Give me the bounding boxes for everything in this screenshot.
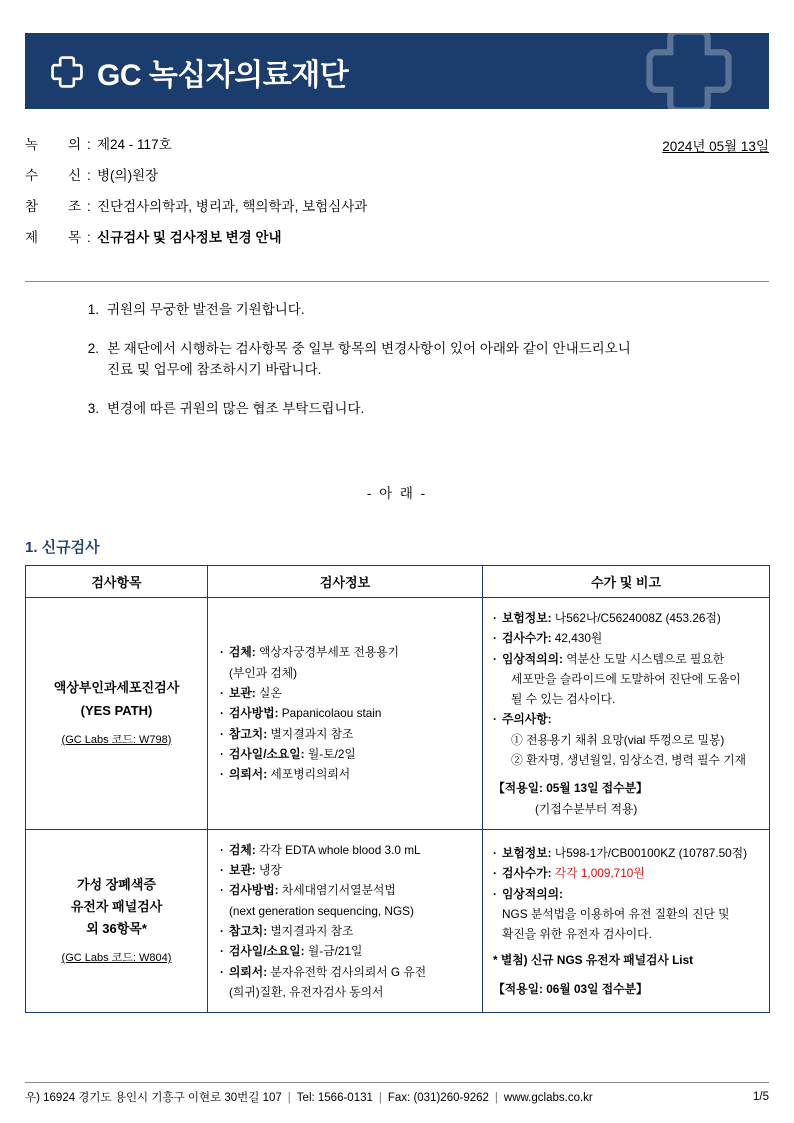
- bullet-icon: ·: [220, 842, 224, 857]
- info-line: [220, 880, 472, 900]
- body-item: [25, 399, 769, 420]
- page-footer: [25, 1089, 769, 1105]
- price-line: [493, 904, 759, 924]
- bullet-icon: ·: [220, 685, 224, 700]
- price-text: 될 수 있는 검사이다.: [511, 692, 616, 707]
- new-tests-table: [25, 565, 770, 1013]
- info-line: [220, 860, 472, 880]
- bullet-icon: ·: [493, 845, 497, 860]
- test-code: (GC Labs 코드: W804): [61, 952, 172, 965]
- bullet-icon: ·: [220, 863, 224, 878]
- price-text: ② 환자명, 생년월일, 임상소견, 병력 필수 기재: [511, 752, 747, 767]
- price-line: [493, 709, 759, 729]
- arae-marker: - 아 래 -: [366, 486, 428, 501]
- meta-label-a: 수: [25, 168, 39, 183]
- bullet-icon: ·: [220, 944, 224, 959]
- info-label: 의뢰서:: [229, 964, 268, 979]
- org-name: GC 녹십자의료재단: [97, 59, 349, 92]
- price-text: 역분산 도말 시스템으로 필요한: [566, 651, 725, 666]
- footer-tel: Tel: 1566-0131: [296, 1092, 373, 1104]
- info-label: 참고치:: [229, 726, 268, 741]
- info-line: [220, 921, 472, 941]
- test-name-line: (YES PATH): [80, 702, 153, 718]
- body-item-line: 귀원의 무궁한 발전을 기원합니다.: [107, 302, 305, 317]
- footer-separator: |: [378, 1092, 382, 1104]
- price-line: [493, 689, 759, 709]
- meta-row-subject: [25, 226, 769, 257]
- info-text: 냉장: [259, 863, 282, 878]
- info-text: 월-금/21일: [307, 944, 363, 959]
- info-line: [220, 901, 472, 921]
- price-text: 각각 1,009,710원: [554, 866, 645, 881]
- price-text: 나562나/C5624008Z (453.26점): [554, 611, 721, 625]
- meta-label-b: 조: [67, 199, 81, 214]
- price-line: [493, 669, 759, 689]
- info-text: 차세대염기서열분석법: [281, 883, 396, 898]
- meta-label-b: 신: [67, 168, 81, 183]
- bullet-icon: ·: [493, 631, 497, 646]
- meta-colon: :: [87, 168, 91, 183]
- bullet-icon: ·: [220, 706, 224, 721]
- test-name-cell: [26, 598, 208, 830]
- price-line: [493, 924, 759, 944]
- cross-watermark-icon: [637, 33, 741, 109]
- info-label: 보관:: [229, 685, 256, 700]
- document-date: 2024년 05월 13일: [662, 139, 769, 154]
- meta-label-a: 녹: [25, 137, 39, 152]
- info-text: 분자유전학 검사의뢰서 G 유전: [270, 964, 427, 979]
- body-item-line: 진료 및 업무에 참조하시기 바랍니다.: [107, 361, 322, 377]
- info-label: 검체:: [229, 645, 256, 660]
- test-name-cell: [26, 829, 208, 1012]
- meta-colon: :: [87, 137, 91, 152]
- info-line: [220, 744, 472, 764]
- test-info-cell: [208, 598, 483, 830]
- attachment-note: * 별첨) 신규 NGS 유전자 패널검사 List: [493, 953, 694, 968]
- meta-row-docnum: [25, 133, 769, 164]
- meta-label-a: 제: [25, 230, 39, 245]
- info-label: 검사방법:: [229, 706, 279, 721]
- table-row: [26, 829, 770, 1012]
- info-label: 참고치:: [229, 923, 268, 938]
- divider-top: [25, 281, 769, 282]
- info-line: [220, 683, 472, 703]
- info-text: Papanicolaou stain: [281, 706, 382, 721]
- apply-note: (기접수분부터 적용): [535, 801, 638, 816]
- meta-colon: :: [87, 230, 91, 245]
- price-line: [493, 608, 759, 628]
- body-item-line: 본 재단에서 시행하는 검사항목 중 일부 항목의 변경사항이 있어 아래와 같이 안내드리오니: [107, 340, 631, 356]
- bullet-icon: ·: [493, 866, 497, 881]
- table-header-row: [26, 566, 770, 598]
- meta-value-docnum: 제24 - 117호: [97, 137, 172, 152]
- divider-bottom: [25, 1082, 769, 1083]
- price-line: [493, 649, 759, 669]
- meta-label-a: 참: [25, 199, 39, 214]
- info-text: 별지결과지 참조: [270, 726, 354, 741]
- price-label: 검사수가:: [502, 631, 552, 646]
- bullet-icon: ·: [220, 964, 224, 979]
- table-header-cell: 검사정보: [208, 566, 483, 598]
- price-label: 주의사항:: [502, 712, 552, 727]
- body-item: [25, 300, 769, 321]
- test-code: (GC Labs 코드: W798): [61, 733, 172, 746]
- test-name-line: 가성 장폐색증: [77, 876, 156, 892]
- info-line: [220, 962, 472, 982]
- info-label: 보관:: [229, 863, 256, 878]
- meta-value-recipient: 병(의)원장: [97, 168, 159, 183]
- footer-address: 우) 16924 경기도 용인시 기흥구 이현로 30번길 107: [25, 1092, 282, 1104]
- info-text: 별지결과지 참조: [270, 923, 354, 938]
- info-text: 실온: [259, 685, 282, 700]
- price-text: NGS 분석법을 이용하여 유전 질환의 진단 및: [502, 906, 730, 921]
- header-banner: [25, 33, 769, 109]
- bullet-icon: ·: [493, 886, 497, 901]
- bullet-icon: ·: [493, 651, 497, 666]
- info-text: (부인과 검체): [229, 665, 298, 680]
- table-row: [26, 598, 770, 830]
- info-line: [220, 840, 472, 860]
- price-text: 42,430원: [554, 631, 603, 646]
- body-item-number: 1.: [87, 302, 99, 317]
- price-text: ① 전용용기 채취 요망(vial 뚜껑으로 밀봉): [511, 732, 725, 747]
- body-item-number: 2.: [87, 340, 99, 356]
- info-line: [220, 941, 472, 961]
- body-item: [25, 339, 769, 381]
- meta-row-cc: [25, 195, 769, 226]
- test-name-line: 외 36항목*: [86, 921, 147, 937]
- body-paragraphs: [25, 300, 769, 438]
- info-text: (next generation sequencing, NGS): [229, 903, 414, 918]
- info-text: 세포병리의뢰서: [270, 767, 351, 782]
- info-text: (희귀)질환, 유전자검사 동의서: [229, 984, 384, 999]
- footer-website[interactable]: www.gclabs.co.kr: [503, 1092, 593, 1104]
- test-name-line: 유전자 패널검사: [70, 899, 163, 915]
- info-label: 검사일/소요일:: [229, 944, 305, 959]
- price-line: [493, 750, 759, 770]
- price-label: 임상적의의:: [502, 886, 563, 901]
- page-number: 1/5: [753, 1091, 769, 1103]
- price-text: 확진을 위한 유전자 검사이다.: [502, 927, 652, 942]
- body-item-line: 변경에 따른 귀원의 많은 협조 부탁드립니다.: [107, 400, 365, 416]
- apply-date: 【적용일: 06월 03일 접수분】: [493, 981, 648, 996]
- test-info-cell: [208, 829, 483, 1012]
- info-label: 검체:: [229, 842, 256, 857]
- info-line: [220, 764, 472, 784]
- bullet-icon: ·: [220, 746, 224, 761]
- bullet-icon: ·: [493, 611, 497, 625]
- info-line: [220, 703, 472, 723]
- bullet-icon: ·: [220, 767, 224, 782]
- bullet-icon: ·: [220, 645, 224, 660]
- test-name-line: 액상부인과세포진검사: [53, 680, 180, 696]
- info-line: [220, 982, 472, 1002]
- bullet-icon: ·: [220, 883, 224, 898]
- bullet-icon: ·: [493, 712, 497, 727]
- document-meta: [25, 133, 769, 257]
- price-line: [493, 863, 759, 883]
- table-header-cell: 수가 및 비고: [483, 566, 770, 598]
- meta-label-b: 목: [67, 230, 81, 245]
- price-text: 세포만을 슬라이드에 도말하여 진단에 도움이: [511, 671, 741, 686]
- price-text: 나598-1가/CB00100KZ (10787.50점): [554, 845, 748, 860]
- info-line: [220, 642, 472, 662]
- price-label: 임상적의의:: [502, 651, 563, 666]
- info-label: 검사방법:: [229, 883, 279, 898]
- footer-separator: |: [494, 1092, 498, 1104]
- info-text: 액상자궁경부세포 전용용기: [259, 645, 400, 660]
- info-label: 검사일/소요일:: [229, 746, 305, 761]
- price-line: [493, 843, 759, 863]
- meta-row-recipient: [25, 164, 769, 195]
- footer-fax: Fax: (031)260-9262: [387, 1092, 489, 1104]
- info-text: 월-토/2일: [307, 746, 356, 761]
- price-line: [493, 628, 759, 648]
- info-line: [220, 724, 472, 744]
- price-label: 보험정보:: [502, 611, 552, 625]
- info-text: 각각 EDTA whole blood 3.0 mL: [259, 842, 421, 857]
- info-label: 의뢰서:: [229, 767, 268, 782]
- price-label: 보험정보:: [502, 845, 552, 860]
- info-line: [220, 663, 472, 683]
- price-line: [493, 884, 759, 904]
- bullet-icon: ·: [220, 726, 224, 741]
- cross-logo-icon: [47, 53, 87, 91]
- bullet-icon: ·: [220, 923, 224, 938]
- section-title: 1. 신규검사: [25, 539, 100, 556]
- test-price-cell: [483, 829, 770, 1012]
- meta-colon: :: [87, 199, 91, 214]
- meta-value-cc: 진단검사의학과, 병리과, 핵의학과, 보험심사과: [97, 199, 368, 214]
- meta-value-subject: 신규검사 및 검사정보 변경 안내: [97, 230, 282, 245]
- table-header-cell: 검사항목: [26, 566, 208, 598]
- apply-date: 【적용일: 05월 13일 접수분】: [493, 781, 648, 796]
- price-line: [493, 730, 759, 750]
- test-price-cell: [483, 598, 770, 830]
- footer-separator: |: [287, 1092, 291, 1104]
- meta-label-b: 의: [67, 137, 81, 152]
- price-label: 검사수가:: [502, 866, 552, 881]
- body-item-number: 3.: [87, 400, 99, 416]
